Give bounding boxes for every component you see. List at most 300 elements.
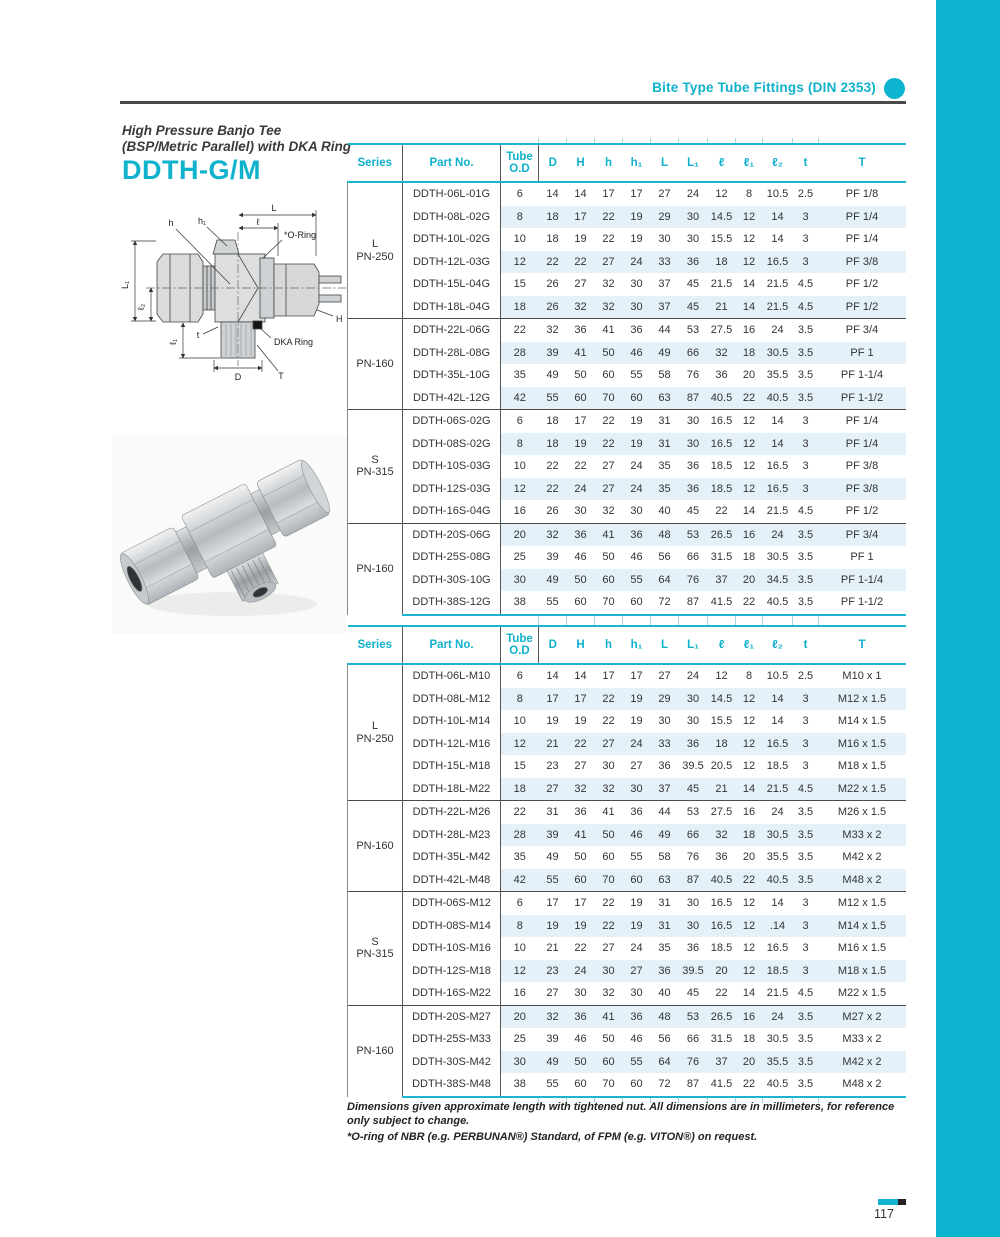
dim-cell: 3 — [793, 410, 819, 433]
dim-cell: 3 — [802, 942, 809, 955]
dim-cell: 39 — [546, 551, 559, 564]
dim-cell: 37 — [708, 569, 736, 592]
part-no-cell: DDTH-06S-M12 — [403, 892, 501, 915]
dim-cell: 6 — [516, 670, 523, 683]
dim-cell: 30 — [501, 569, 539, 592]
dim-cell: 49 — [539, 1051, 567, 1074]
dim-cell: 18 — [539, 206, 567, 229]
dim-cell: 14 — [574, 670, 587, 683]
dim-cell: 12 — [736, 688, 763, 711]
dim-label-l2: ℓ₂ — [136, 303, 146, 311]
dim-cell: 22 — [715, 505, 728, 518]
column-tick — [566, 138, 567, 143]
column-tick — [650, 620, 651, 625]
dim-cell: 36 — [679, 251, 708, 274]
part-no-cell: DDTH-25S-M33 — [403, 1028, 501, 1051]
dim-cell: 38 — [501, 591, 539, 615]
part-no-cell: DDTH-18L-04G — [403, 296, 501, 319]
dim-cell: 41 — [595, 319, 623, 342]
dim-cell: 10 — [513, 233, 526, 246]
dim-cell: 27 — [595, 251, 623, 274]
dim-cell: 3 — [793, 206, 819, 229]
dim-cell: 24 — [686, 188, 700, 201]
dim-cell: 40.5 — [708, 869, 736, 892]
dim-cell: 27 — [630, 760, 643, 773]
dim-cell: 45 — [679, 778, 708, 801]
dim-cell: 31.5 — [710, 1033, 733, 1046]
column-header: T — [819, 626, 906, 664]
dim-cell: 46 — [630, 551, 643, 564]
dim-cell: PF 3/8 — [819, 478, 906, 501]
dim-cell: 53 — [679, 319, 708, 342]
dim-cell: 30.5 — [766, 551, 789, 564]
dim-cell: 76 — [679, 1051, 708, 1074]
dim-cell: 30 — [658, 233, 671, 246]
column-tick — [735, 620, 736, 625]
column-header: Tube O.D — [501, 144, 539, 182]
dim-cell: 17 — [630, 188, 643, 201]
dim-cell: 20 — [742, 851, 756, 864]
column-tick — [538, 620, 539, 625]
dim-cell: 66 — [679, 342, 708, 365]
dim-cell: 32 — [595, 778, 623, 801]
series-cell: PN-160 — [348, 1005, 403, 1097]
dim-cell: 3.5 — [797, 1033, 814, 1046]
dim-cell: 55 — [630, 851, 643, 864]
dim-cell: 39.5 — [682, 760, 704, 773]
dim-cell: 12 — [736, 478, 763, 501]
dim-cell: 22 — [595, 206, 623, 229]
dim-cell: 22 — [736, 591, 763, 615]
dim-cell: 55 — [539, 869, 567, 892]
column-header: ℓ₂ — [763, 626, 793, 664]
column-tick — [622, 620, 623, 625]
dim-cell: 32 — [567, 296, 595, 319]
dim-cell: PF 1-1/2 — [819, 591, 906, 615]
dim-cell: 22 — [501, 801, 539, 824]
dim-cell: 16 — [736, 319, 763, 342]
dim-cell: 3.5 — [793, 801, 819, 824]
dim-cell: 32 — [567, 778, 595, 801]
dim-cell: 31 — [651, 892, 679, 915]
dim-cell: 30 — [574, 505, 587, 518]
column-header: h — [595, 626, 623, 664]
dim-cell: 36 — [686, 942, 700, 955]
dim-cell: 20 — [742, 369, 756, 382]
dim-cell: PF 1-1/4 — [819, 569, 906, 592]
dim-cell: 14 — [736, 296, 763, 319]
dim-cell: 18 — [708, 251, 736, 274]
dim-cell: 22 — [715, 987, 728, 1000]
dim-cell: PF 3/8 — [845, 460, 879, 473]
dim-cell: 4.5 — [793, 778, 819, 801]
dim-cell: PF 3/8 — [819, 251, 906, 274]
dim-cell: M26 x 1.5 — [819, 801, 906, 824]
dim-cell: 40 — [658, 505, 671, 518]
dim-cell: 3 — [793, 892, 819, 915]
dim-cell: 49 — [546, 851, 559, 864]
dim-cell: 30 — [686, 233, 700, 246]
dim-label-l: ℓ — [256, 217, 260, 227]
dim-cell: 24 — [623, 733, 651, 756]
dim-cell: 19 — [546, 715, 559, 728]
dim-cell: 12 — [742, 942, 756, 955]
dim-cell: 66 — [686, 551, 700, 564]
dim-cell: PF 3/4 — [819, 319, 906, 342]
column-header: T — [819, 144, 906, 182]
dim-cell: 44 — [651, 801, 679, 824]
dim-cell: 70 — [595, 387, 623, 410]
dim-cell: 3.5 — [793, 569, 819, 592]
dim-cell: 3 — [802, 460, 809, 473]
dim-cell: 18.5 — [710, 460, 733, 473]
dim-cell: 40.5 — [708, 387, 736, 410]
part-no-cell: DDTH-22L-06G — [403, 319, 501, 342]
part-no-cell: DDTH-12L-M16 — [403, 733, 501, 756]
fitting-dimensions-table — [347, 625, 906, 1098]
dim-cell: M22 x 1.5 — [819, 778, 906, 801]
column-header: ℓ₁ — [736, 626, 763, 664]
part-no-cell: DDTH-42L-12G — [403, 387, 501, 410]
dim-cell: 19 — [567, 915, 595, 938]
dim-cell: 58 — [658, 851, 671, 864]
dim-cell: 50 — [595, 824, 623, 847]
dim-cell: 3 — [793, 478, 819, 501]
dim-cell: 21.5 — [710, 278, 733, 291]
dim-cell: M48 x 2 — [819, 1073, 906, 1097]
dim-cell: 3 — [793, 251, 819, 274]
part-no-cell: DDTH-08L-02G — [403, 206, 501, 229]
dim-cell: 55 — [630, 369, 643, 382]
dim-cell: 32 — [539, 319, 567, 342]
dim-cell: 30 — [686, 715, 700, 728]
column-header: ℓ₂ — [763, 144, 793, 182]
dim-cell: 3 — [793, 433, 819, 456]
dim-cell: 22 — [602, 233, 615, 246]
dim-cell: 30 — [679, 915, 708, 938]
dim-cell: 31 — [539, 801, 567, 824]
dim-cell: 32 — [708, 824, 736, 847]
dim-cell: 17 — [602, 188, 615, 201]
dim-cell: 56 — [658, 1033, 671, 1046]
dim-cell: 17 — [539, 892, 567, 915]
dim-cell: 8 — [501, 433, 539, 456]
dim-cell: 42 — [501, 387, 539, 410]
dim-cell: 3.5 — [793, 319, 819, 342]
dim-cell: 50 — [574, 851, 587, 864]
dim-cell: 3.5 — [793, 523, 819, 546]
dim-cell: 16 — [513, 505, 526, 518]
part-no-cell: DDTH-12S-M18 — [403, 960, 501, 983]
dim-cell: 15 — [513, 760, 526, 773]
dim-cell: 41.5 — [708, 1073, 736, 1097]
column-tick — [678, 620, 679, 625]
part-no-cell: DDTH-38S-12G — [403, 591, 501, 615]
dim-cell: 53 — [679, 1005, 708, 1028]
dim-cell: 35 — [658, 460, 671, 473]
dim-cell: 30 — [574, 987, 587, 1000]
dim-cell: 3.5 — [793, 1005, 819, 1028]
dim-cell: 24 — [630, 460, 643, 473]
dim-cell: 12 — [742, 760, 756, 773]
dim-cell: 58 — [658, 369, 671, 382]
dim-cell: 35.5 — [766, 369, 789, 382]
dim-cell: 48 — [651, 1005, 679, 1028]
dim-cell: M27 x 2 — [819, 1005, 906, 1028]
dim-cell: 14.5 — [708, 206, 736, 229]
dim-cell: 46 — [574, 1033, 587, 1046]
dim-cell: 30 — [679, 688, 708, 711]
series-cell: S PN-315 — [348, 892, 403, 1006]
dim-cell: 55 — [623, 1051, 651, 1074]
dim-cell: 55 — [539, 591, 567, 615]
dim-cell: 10.5 — [766, 188, 789, 201]
dim-label-H: H — [336, 314, 343, 324]
dim-cell: 30.5 — [763, 342, 793, 365]
dim-cell: 24 — [763, 523, 793, 546]
dim-cell: 32 — [539, 523, 567, 546]
dim-cell: 16.5 — [708, 915, 736, 938]
header-rule — [120, 101, 906, 104]
dim-cell: 22 — [567, 251, 595, 274]
footnotes — [347, 1100, 907, 1146]
dim-cell: 37 — [651, 778, 679, 801]
dim-cell: 27 — [574, 278, 587, 291]
dim-cell: 18 — [539, 410, 567, 433]
dim-cell: 3.5 — [797, 551, 814, 564]
dim-cell: 35.5 — [763, 1051, 793, 1074]
dim-cell: 37 — [708, 1051, 736, 1074]
dim-cell: 17 — [567, 410, 595, 433]
dim-cell: 12 — [742, 715, 756, 728]
part-no-cell: DDTH-22L-M26 — [403, 801, 501, 824]
dim-cell: 64 — [651, 1051, 679, 1074]
dim-cell: PF 1/4 — [819, 433, 906, 456]
dim-cell: 17 — [567, 206, 595, 229]
dim-cell: 60 — [602, 851, 615, 864]
dim-cell: 17 — [567, 688, 595, 711]
dim-cell: 76 — [686, 851, 700, 864]
dim-cell: 12 — [736, 915, 763, 938]
column-tick — [792, 138, 793, 143]
dim-cell: 26 — [539, 296, 567, 319]
dim-cell: 3 — [793, 960, 819, 983]
dim-cell: 87 — [679, 591, 708, 615]
dim-cell: 16.5 — [763, 478, 793, 501]
dim-cell: 60 — [595, 1051, 623, 1074]
part-no-cell: DDTH-08L-M12 — [403, 688, 501, 711]
dim-cell: 30.5 — [766, 1033, 789, 1046]
dim-cell: 10.5 — [766, 670, 789, 683]
dim-cell: 24 — [623, 478, 651, 501]
dim-cell: 49 — [651, 342, 679, 365]
dim-cell: 35 — [658, 942, 671, 955]
dim-label-oring: *O-Ring — [284, 230, 317, 240]
dim-cell: 3.5 — [793, 1051, 819, 1074]
dim-cell: 35 — [651, 478, 679, 501]
dim-cell: 16.5 — [708, 410, 736, 433]
column-header: h₁ — [623, 626, 651, 664]
dim-cell: 36 — [623, 523, 651, 546]
column-tick — [735, 138, 736, 143]
dim-cell: 36 — [679, 733, 708, 756]
dim-cell: 14 — [546, 670, 559, 683]
dim-cell: 23 — [539, 960, 567, 983]
dim-cell: 30 — [630, 278, 643, 291]
dim-cell: M10 x 1 — [842, 670, 882, 683]
dim-cell: 25 — [513, 551, 526, 564]
dim-cell: M48 x 2 — [819, 869, 906, 892]
dimensions-table-metric — [347, 625, 905, 1098]
dim-cell: M12 x 1.5 — [819, 892, 906, 915]
dim-cell: 36 — [651, 960, 679, 983]
part-no-cell: DDTH-30S-10G — [403, 569, 501, 592]
dim-cell: 37 — [658, 278, 671, 291]
dim-cell: 17 — [602, 670, 615, 683]
page-number: 117 — [874, 1207, 894, 1221]
dim-cell: 27 — [602, 460, 615, 473]
dim-cell: 70 — [595, 869, 623, 892]
dim-cell: PF 1-1/4 — [840, 369, 884, 382]
dim-cell: 40.5 — [763, 1073, 793, 1097]
dim-cell: 20 — [501, 1005, 539, 1028]
dim-cell: 70 — [595, 591, 623, 615]
dim-cell: 36 — [715, 851, 728, 864]
dim-cell: 3.5 — [793, 824, 819, 847]
dim-cell: 36 — [658, 760, 671, 773]
dim-cell: 2.5 — [797, 670, 814, 683]
dim-cell: 35 — [513, 369, 526, 382]
dim-cell: 6 — [516, 188, 523, 201]
dim-cell: 28 — [501, 342, 539, 365]
dim-cell: 30.5 — [763, 824, 793, 847]
column-header: Series — [348, 144, 403, 182]
dim-cell: 4.5 — [797, 505, 814, 518]
dim-cell: 60 — [623, 387, 651, 410]
footnote-dimensions: Dimensions given approximate length with tightened nut. All dimensions are in millimeters, for reference only subject to change. — [347, 1101, 895, 1127]
dim-cell: PF 1/2 — [845, 278, 879, 291]
dim-cell: 19 — [623, 206, 651, 229]
dim-cell: 55 — [539, 387, 567, 410]
dim-cell: 21 — [708, 296, 736, 319]
column-header: L — [651, 626, 679, 664]
dim-cell: 14 — [763, 206, 793, 229]
dim-cell: 14 — [763, 892, 793, 915]
part-no-cell: DDTH-20S-M27 — [403, 1005, 501, 1028]
dim-cell: 3.5 — [797, 369, 814, 382]
dim-cell: 36 — [567, 1005, 595, 1028]
column-tick — [650, 138, 651, 143]
dim-cell: 46 — [623, 824, 651, 847]
dim-cell: 16.5 — [708, 433, 736, 456]
dim-cell: 12 — [736, 960, 763, 983]
dim-cell: 32 — [602, 505, 615, 518]
dim-cell: 18 — [708, 733, 736, 756]
dim-cell: 33 — [651, 251, 679, 274]
dim-cell: 16 — [736, 801, 763, 824]
dim-cell: 24 — [763, 801, 793, 824]
dim-cell: 3.5 — [793, 1073, 819, 1097]
dim-cell: 3.5 — [797, 851, 814, 864]
product-title-line2: (BSP/Metric Parallel) with DKA Ring — [122, 138, 352, 154]
dim-cell: 27 — [602, 942, 615, 955]
part-no-cell: DDTH-38S-M48 — [403, 1073, 501, 1097]
dim-cell: 46 — [630, 1033, 643, 1046]
dim-cell: 16 — [513, 987, 526, 1000]
dim-cell: 16 — [736, 523, 763, 546]
part-no-cell: DDTH-30S-M42 — [403, 1051, 501, 1074]
title-block — [122, 123, 382, 186]
dim-cell: 20 — [501, 523, 539, 546]
dim-cell: 45 — [679, 296, 708, 319]
column-tick — [566, 620, 567, 625]
dim-cell: 12 — [742, 233, 756, 246]
dim-label-L: L — [271, 203, 277, 213]
dim-cell: 20 — [736, 569, 763, 592]
product-title-line1: High Pressure Banjo Tee — [122, 123, 282, 138]
dim-cell: 14 — [771, 233, 784, 246]
dim-cell: 17 — [567, 892, 595, 915]
dim-cell: 39 — [546, 1033, 559, 1046]
dim-cell: 45 — [686, 505, 700, 518]
dim-cell: 32 — [602, 278, 615, 291]
dim-cell: 4.5 — [793, 296, 819, 319]
dim-cell: 40.5 — [763, 387, 793, 410]
dim-cell: PF 3/4 — [819, 523, 906, 546]
dim-cell: 4.5 — [797, 278, 814, 291]
dim-cell: 30 — [679, 433, 708, 456]
column-tick — [594, 138, 595, 143]
dim-cell: 3 — [802, 233, 809, 246]
dim-cell: M16 x 1.5 — [837, 942, 887, 955]
dim-cell: 41 — [595, 523, 623, 546]
dim-cell: 56 — [658, 551, 671, 564]
dim-cell: 3 — [793, 733, 819, 756]
part-no-cell: DDTH-25S-08G — [403, 546, 501, 569]
dim-cell: 31 — [651, 410, 679, 433]
dim-cell: 27.5 — [708, 801, 736, 824]
dim-cell: 36 — [679, 478, 708, 501]
dim-cell: 18 — [736, 824, 763, 847]
column-tick — [818, 138, 819, 143]
column-tick — [818, 620, 819, 625]
dim-cell: 14 — [546, 188, 559, 201]
product-photo — [112, 436, 347, 634]
dim-label-D: D — [234, 372, 242, 382]
dim-cell: 50 — [574, 369, 587, 382]
dim-cell: M42 x 2 — [842, 851, 882, 864]
dim-cell: 27 — [595, 733, 623, 756]
dim-cell: 72 — [651, 1073, 679, 1097]
dim-cell: 53 — [679, 523, 708, 546]
part-no-cell: DDTH-08S-M14 — [403, 915, 501, 938]
dim-cell: 49 — [539, 569, 567, 592]
dim-cell: 50 — [595, 342, 623, 365]
dim-cell: 2.5 — [797, 188, 814, 201]
dim-cell: 60 — [595, 569, 623, 592]
dim-cell: 14 — [763, 410, 793, 433]
dim-cell: PF 1 — [850, 551, 874, 564]
part-no-cell: DDTH-15L-04G — [403, 273, 501, 296]
dim-cell: 18 — [501, 296, 539, 319]
dim-cell: 16.5 — [763, 733, 793, 756]
dim-cell: 18 — [742, 551, 756, 564]
dim-cell: 27 — [658, 188, 671, 201]
dim-cell: 8 — [501, 688, 539, 711]
dim-cell: 15.5 — [710, 715, 733, 728]
dim-cell: 20 — [736, 1051, 763, 1074]
dim-cell: 10 — [513, 942, 526, 955]
